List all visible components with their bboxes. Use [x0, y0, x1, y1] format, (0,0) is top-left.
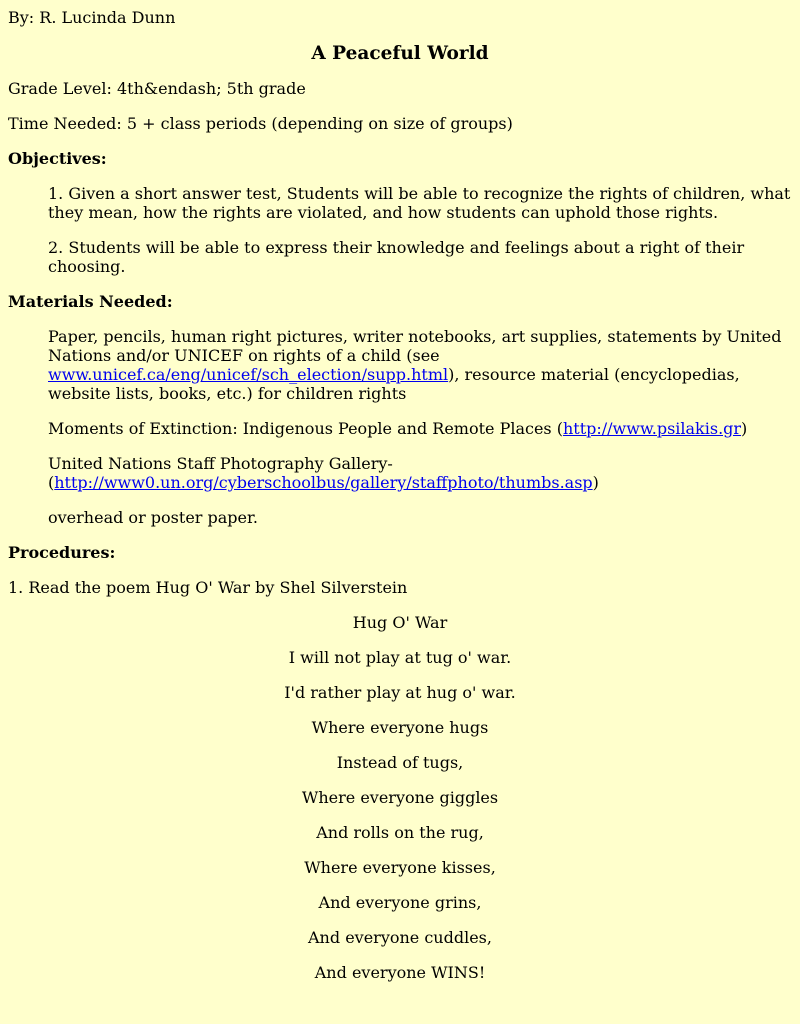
- materials-item-gallery: [48, 454, 792, 492]
- poem: [8, 613, 792, 982]
- materials-text: Moments of Extinction: Indigenous People and Remote Places (: [48, 419, 563, 438]
- procedure-step: 1. Read the poem Hug O' War by Shel Silverstein: [8, 578, 408, 597]
- materials-item-supplies: [48, 327, 792, 403]
- materials-item-extinction: [48, 419, 792, 438]
- objective-item: 1. Given a short answer test, Students will be able to recognize the rights of children, what they mean, how the rights are violated, and how students can uphold those rights.: [48, 184, 791, 222]
- objective-item: 2. Students will be able to express their knowledge and feelings about a right of their choosing.: [48, 238, 745, 276]
- poem-line: Instead of tugs,: [336, 753, 464, 772]
- poem-line: Where everyone giggles: [301, 788, 499, 807]
- page-title: A Peaceful World: [311, 43, 489, 64]
- author-line: By: R. Lucinda Dunn: [8, 8, 176, 27]
- materials-text: ): [592, 473, 599, 492]
- objectives-heading: Objectives:: [8, 149, 107, 168]
- un-gallery-link[interactable]: http://www0.un.org/cyberschoolbus/gallery/staffphoto/thumbs.asp: [54, 473, 593, 492]
- poem-line: And everyone grins,: [318, 893, 482, 912]
- psilakis-link[interactable]: http://www.psilakis.gr: [562, 419, 742, 438]
- materials-text: Paper, pencils, human right pictures, writer notebooks, art supplies, statements by United Nations and/or UNICEF on rights of a child (see: [48, 327, 782, 365]
- unicef-link[interactable]: www.unicef.ca/eng/unicef/sch_election/supp.html: [48, 365, 449, 384]
- materials-item-poster: overhead or poster paper.: [48, 508, 258, 527]
- poem-line: And rolls on the rug,: [316, 823, 484, 842]
- grade-level: Grade Level: 4th&endash; 5th grade: [8, 79, 306, 98]
- materials-text: ): [741, 419, 748, 438]
- poem-line: I'd rather play at hug o' war.: [284, 683, 516, 702]
- poem-line: And everyone WINS!: [314, 963, 486, 982]
- time-needed: Time Needed: 5 + class periods (depending on size of groups): [8, 114, 513, 133]
- materials-heading: Materials Needed:: [8, 292, 173, 311]
- poem-line: I will not play at tug o' war.: [288, 648, 512, 667]
- procedures-heading: Procedures:: [8, 543, 116, 562]
- poem-line: Where everyone hugs: [311, 718, 489, 737]
- materials-text: ), resource material (encyclopedias, website lists, books, etc.) for children rights: [48, 365, 740, 403]
- poem-title: Hug O' War: [352, 613, 448, 632]
- poem-line: Where everyone kisses,: [304, 858, 496, 877]
- poem-line: And everyone cuddles,: [308, 928, 492, 947]
- materials-text: United Nations Staff Photography Gallery-(: [48, 454, 393, 492]
